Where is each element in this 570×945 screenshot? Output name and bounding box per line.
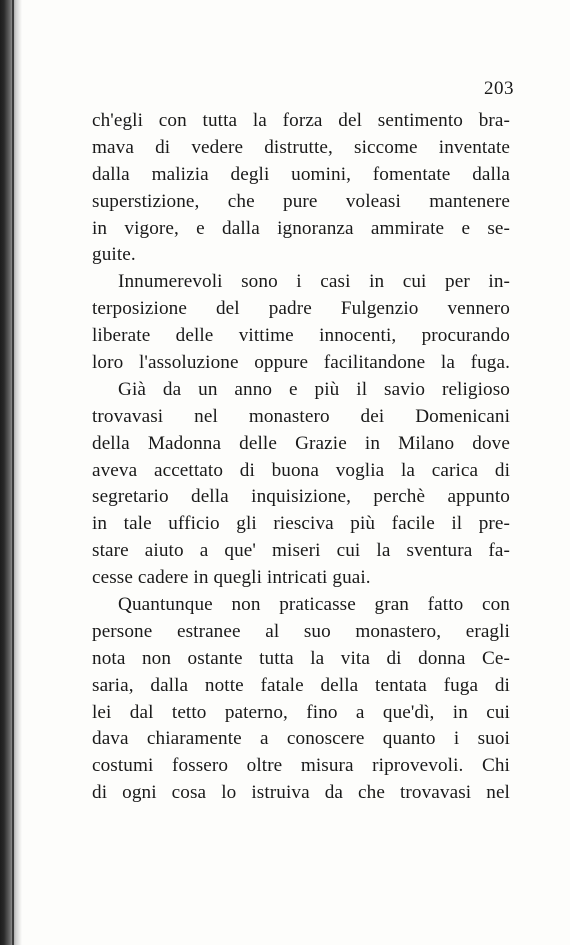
text-line: della Madonna delle Grazie in Milano dove: [92, 432, 510, 454]
text-line: costumi fossero oltre misura riprovevoli. Chi: [92, 755, 510, 777]
paragraph-2: [92, 269, 510, 377]
text-line: cesse cadere in quegli intricati guai.: [92, 567, 371, 589]
body-text: [92, 108, 510, 807]
text-line: Innumerevoli sono i casi in cui per in-: [118, 271, 510, 293]
text-line: loro l'assoluzione oppure facilitandone la fuga.: [92, 352, 510, 374]
text-line: in tale ufficio gli riesciva più facile il pre-: [92, 513, 510, 535]
text-line: di ogni cosa lo istruiva da che trovavasi nel: [92, 782, 510, 804]
text-line: segretario della inquisizione, perchè appunto: [92, 486, 510, 508]
text-line: dava chiaramente a conoscere quanto i suoi: [92, 728, 510, 750]
binding-shadow: [0, 0, 22, 945]
text-line: liberate delle vittime innocenti, procurando: [92, 325, 510, 347]
paragraph-4: [92, 592, 510, 807]
text-line: trovavasi nel monastero dei Domenicani: [92, 405, 510, 427]
paragraph-3: [92, 377, 510, 592]
binding-line: [12, 0, 14, 945]
text-line: lei dal tetto paterno, fino a que'dì, in cui: [92, 701, 510, 723]
text-line: guite.: [92, 244, 136, 266]
text-line: terposizione del padre Fulgenzio vennero: [92, 298, 510, 320]
text-line: nota non ostante tutta la vita di donna Ce-: [92, 647, 510, 669]
text-line: persone estranee al suo monastero, eragli: [92, 620, 510, 642]
text-line: Già da un anno e più il savio religioso: [118, 378, 510, 400]
page-number: 203: [484, 78, 514, 99]
text-line: Quantunque non praticasse gran fatto con: [118, 594, 510, 616]
paragraph-1: [92, 108, 510, 269]
text-line: in vigore, e dalla ignoranza ammirate e se-: [92, 217, 510, 239]
text-line: ch'egli con tutta la forza del sentimento bra-: [92, 110, 510, 131]
text-line: saria, dalla notte fatale della tentata fuga di: [92, 674, 510, 696]
text-line: stare aiuto a que' miseri cui la sventura fa-: [92, 540, 510, 562]
text-line: aveva accettato di buona voglia la carica di: [92, 459, 510, 481]
text-line: mava di vedere distrutte, siccome inventate: [92, 136, 510, 158]
text-line: superstizione, che pure voleasi mantenere: [92, 190, 510, 212]
text-line: dalla malizia degli uomini, fomentate dalla: [92, 163, 510, 185]
